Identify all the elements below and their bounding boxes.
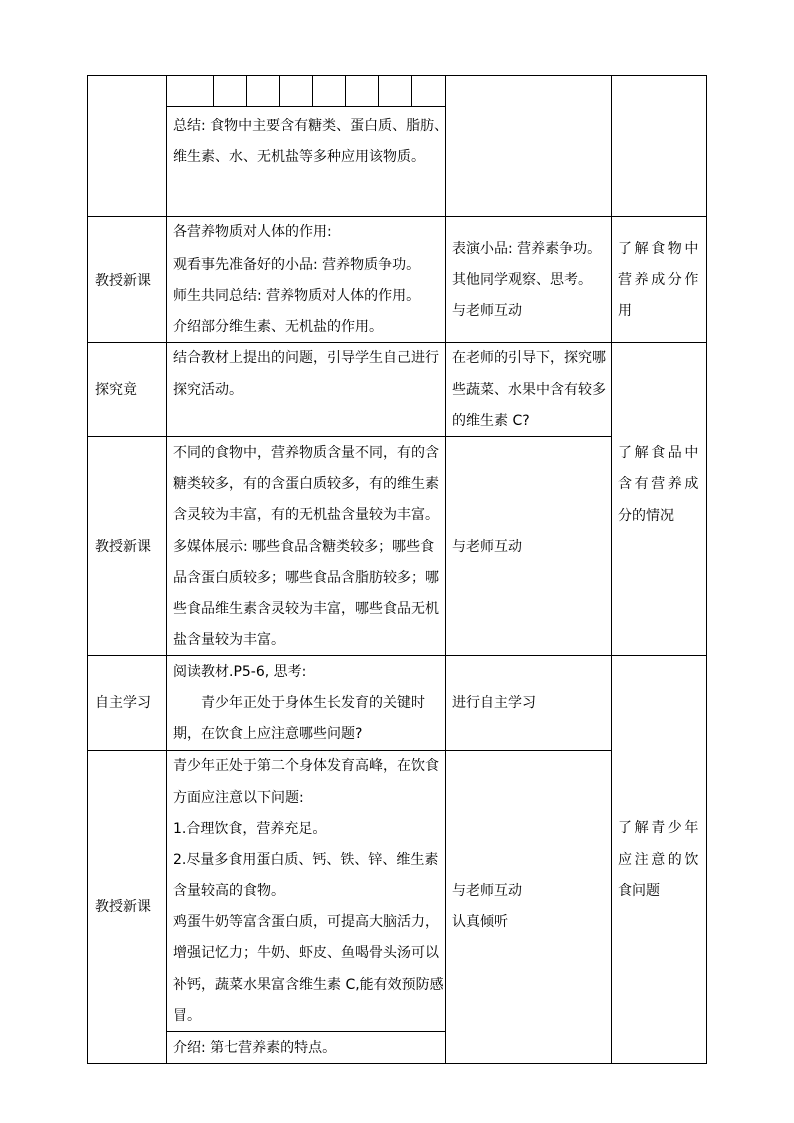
teacher-activity-line: 鸡蛋牛奶等富含蛋白质，可提高大脑活力， xyxy=(173,914,439,930)
student-activity-line: 与老师互动 xyxy=(452,883,522,899)
mini-table-cell xyxy=(346,75,379,106)
mini-table-cell xyxy=(214,75,247,106)
student-activity-line: 表演小品: 营养素争功。 xyxy=(452,241,602,257)
teacher-activity-line: 含量较高的食物。 xyxy=(173,883,285,899)
teacher-activity-line: 青少年正处于第二个身体发育高峰，在饮食 xyxy=(173,758,439,774)
stage-label: 教授新课 xyxy=(95,273,151,289)
goal-line: 用 xyxy=(618,303,632,319)
teacher-activity-line: 师生共同总结: 营养物质对人体的作用。 xyxy=(173,288,421,304)
row-divider xyxy=(87,436,612,437)
summary-line: 总结: 食物中主要含有糖类、蛋白质、脂肪、 xyxy=(173,118,449,134)
teacher-activity-line: 方面应注意以下问题: xyxy=(173,790,304,806)
teacher-activity-line: 含灵较为丰富，有的无机盐含量较为丰富。 xyxy=(173,507,439,523)
stage-label: 自主学习 xyxy=(95,695,151,711)
student-activity-line: 其他同学观察、思考。 xyxy=(452,272,592,288)
teacher-activity-line: 不同的食物中，营养物质含量不同，有的含 xyxy=(173,445,439,461)
mini-table-cell xyxy=(313,75,346,106)
teacher-activity-line: 增强记忆力；牛奶、虾皮、鱼喝骨头汤可以 xyxy=(173,945,439,961)
student-activity-line: 些蔬菜、水果中含有较多 xyxy=(452,382,606,398)
teacher-activity-line: 冒。 xyxy=(173,1008,201,1024)
row-divider xyxy=(87,216,707,217)
student-activity-line: 的维生素 C? xyxy=(452,413,530,429)
column-divider xyxy=(445,75,446,1064)
goal-line: 分的情况 xyxy=(618,508,674,524)
mini-table-cell xyxy=(247,75,280,106)
mini-table-cell xyxy=(379,75,412,106)
teacher-activity-line: 观看事先准备好的小品: 营养物质争功。 xyxy=(173,257,421,273)
goal-line: 营养成分作 xyxy=(618,272,701,288)
table-border-right xyxy=(706,75,707,1064)
mini-table-cell xyxy=(412,75,446,106)
student-activity-line: 在老师的引导下，探究哪 xyxy=(452,350,606,366)
student-activity-line: 进行自主学习 xyxy=(452,695,536,711)
column-divider xyxy=(166,75,167,1064)
mini-table-cell xyxy=(280,75,313,106)
table-border-bottom xyxy=(87,1063,707,1064)
column-divider xyxy=(611,75,612,1064)
goal-line: 了解食物中 xyxy=(618,241,701,257)
mini-table-cell xyxy=(166,75,214,106)
teacher-activity-line: 期，在饮食上应注意哪些问题? xyxy=(173,726,363,742)
teacher-activity-line: 补钙，蔬菜水果富含维生素 C,能有效预防感 xyxy=(173,977,444,993)
teacher-activity-line: 各营养物质对人体的作用: xyxy=(173,224,332,240)
row-divider xyxy=(87,750,612,751)
row-divider xyxy=(87,342,707,343)
teacher-activity-line: 些食品维生素含灵较为丰富，哪些食品无机 xyxy=(173,601,439,617)
goal-line: 含有营养成 xyxy=(618,476,701,492)
goal-line: 食问题 xyxy=(618,883,660,899)
teacher-activity-line: 2.尽量多食用蛋白质、钙、铁、锌、维生素 xyxy=(173,852,439,868)
student-activity-line: 与老师互动 xyxy=(452,303,522,319)
stage-label: 教授新课 xyxy=(95,899,151,915)
goal-line: 了解食品中 xyxy=(618,445,701,461)
teacher-activity-line: 1.合理饮食，营养充足。 xyxy=(173,821,327,837)
teacher-activity-line: 介绍部分维生素、无机盐的作用。 xyxy=(173,319,383,335)
mini-table-bottom xyxy=(166,106,446,107)
stage-label: 探究竟 xyxy=(95,382,137,398)
student-activity-line: 与老师互动 xyxy=(452,539,522,555)
teacher-activity-line: 探究活动。 xyxy=(173,382,243,398)
teacher-activity-line: 品含蛋白质较多；哪些食品含脂肪较多；哪 xyxy=(173,570,439,586)
teacher-activity-line: 介绍: 第七营养素的特点。 xyxy=(173,1040,337,1056)
teacher-activity-line: 盐含量较为丰富。 xyxy=(173,632,285,648)
table-border-left xyxy=(87,75,88,1064)
teacher-activity-line: 青少年正处于身体生长发育的关键时 xyxy=(201,695,425,711)
student-activity-line: 认真倾听 xyxy=(452,914,508,930)
stage-label: 教授新课 xyxy=(95,539,151,555)
goal-line: 了解青少年 xyxy=(618,820,701,836)
row-divider xyxy=(166,1031,446,1032)
goal-line: 应注意的饮 xyxy=(618,852,701,868)
row-divider xyxy=(87,655,707,656)
teacher-activity-line: 糖类较多，有的含蛋白质较多，有的维生素 xyxy=(173,476,439,492)
summary-line: 维生素、水、无机盐等多种应用该物质。 xyxy=(173,149,425,165)
teacher-activity-line: 阅读教材.P5-6, 思考: xyxy=(173,664,307,680)
teacher-activity-line: 结合教材上提出的问题，引导学生自己进行 xyxy=(173,350,439,366)
teacher-activity-line: 多媒体展示: 哪些食品含糖类较多；哪些食 xyxy=(173,539,435,555)
